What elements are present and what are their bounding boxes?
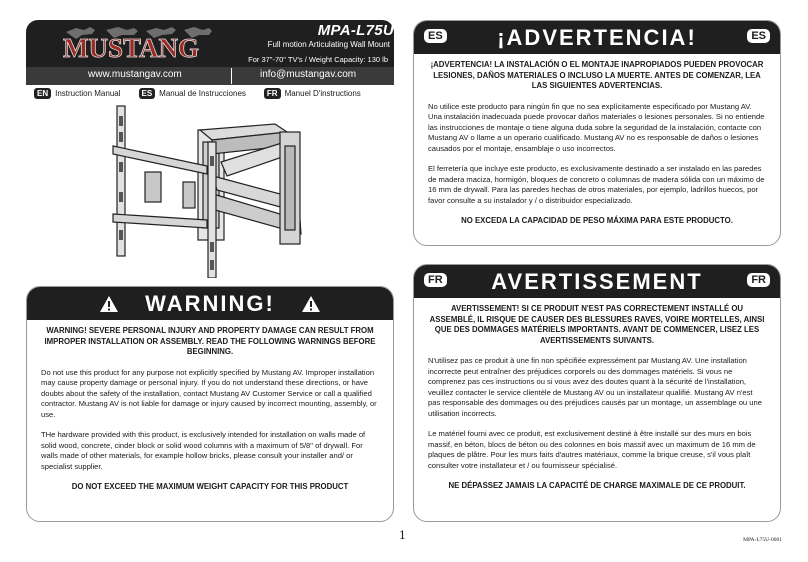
page-number: 1 xyxy=(399,529,406,542)
warning-panel-fr xyxy=(413,264,781,522)
warning-panel-es xyxy=(413,20,781,246)
language-item-fr xyxy=(264,88,361,99)
language-tag: FR xyxy=(747,273,770,287)
panel-body xyxy=(27,320,393,493)
warning-lead: ¡ADVERTENCIA! LA INSTALACIÓN O EL MONTAJE INAPROPIADOS PUEDEN PROVOCAR LESIONES, DAÑOS MATERIALES O INCLUSO LA MUERTE. ANTES DE COMENZAR, LEA LAS SIGUIENTES ADVERTENCIAS. xyxy=(430,60,764,91)
wall-mount-illustration xyxy=(95,102,335,278)
panel-title: ¡ADVERTENCIA! xyxy=(497,24,697,50)
model-number: MPA-L75U xyxy=(317,22,394,39)
logo-wordmark: MUSTANG xyxy=(62,33,200,63)
warning-paragraph: THe hardware provided with this product, is exclusively intended for installation on walls made of solid wood, concrete, cinder block or solid wood columns with a maximum of 5/8" of drywall. For walls made of other materials, for example hollow bricks, please consult your installer and/ or specialist supplier. xyxy=(41,430,366,471)
warning-triangle-icon xyxy=(99,293,119,319)
panel-header xyxy=(414,21,780,54)
document-code: MPA-L75U-0001 xyxy=(743,537,782,543)
email-link[interactable]: info@mustangav.com xyxy=(260,69,357,80)
warning-paragraph: El ferretería que incluye este producto, es exclusivamente destinado a ser instalado en las paredes de madera maciza, hormigón, bloques de concreto o columnas de madera sólida con un máximo de 16 mm de drywall. Para las paredes hechas de otros materiales, por ejemplo, ladrillos huecos, por favor consulte a su instalador y / o distribuidor especializado. xyxy=(428,164,765,205)
language-label: Manual de Instrucciones xyxy=(159,88,246,98)
language-code: ES xyxy=(139,88,156,99)
warning-footer: NE DÉPASSEZ JAMAIS LA CAPACITÉ DE CHARGE MAXIMALE DE CE PRODUIT. xyxy=(448,481,746,491)
warning-lead: AVERTISSEMENT! SI CE PRODUIT N'EST PAS CORRECTEMENT INSTALLÉ OU ASSEMBLÉ, IL RISQUE DE CAUSER DES BLESSURES RAVES, VOIRE MORTELLES, AINSI QUE DES DOMMAGES MATÉRIELS IMPORTANTS. AVANT DE COMMENCER, LISEZ LES AVERTISSEMENTS SUIVANTS. xyxy=(429,304,765,345)
warning-panel-en xyxy=(26,286,394,522)
warning-triangle-icon xyxy=(301,293,321,319)
language-label: Instruction Manual xyxy=(55,88,121,98)
language-item-es xyxy=(139,88,246,99)
panel-title: AVERTISSEMENT xyxy=(491,268,703,294)
website-link[interactable]: www.mustangav.com xyxy=(88,69,182,80)
product-subtitle: Full motion Articulating Wall Mount xyxy=(267,40,390,49)
panel-body xyxy=(414,54,780,227)
language-code: FR xyxy=(264,88,281,99)
language-code: EN xyxy=(34,88,51,99)
language-tag: ES xyxy=(747,29,770,43)
warning-footer: DO NOT EXCEED THE MAXIMUM WEIGHT CAPACITY FOR THIS PRODUCT xyxy=(71,482,349,492)
spec-line-wrap xyxy=(26,54,394,67)
warning-footer: NO EXCEDA LA CAPACIDAD DE PESO MÁXIMA PARA ESTE PRODUCTO. xyxy=(461,216,733,226)
panel-header xyxy=(27,287,393,320)
language-tag: FR xyxy=(424,273,447,287)
language-label: Manuel D'instructions xyxy=(284,88,361,98)
contact-bar xyxy=(26,67,394,85)
warning-paragraph: Le matériel fourni avec ce produit, est exclusivement destiné à être installé sur des murs en bois massif, en béton, blocs de béton ou des colonnes en bois massif avec un maximum de 16 mm de plaques de plâtre. Pour les murs faits d'autres matériaux, comme la brique creuse, s'il vous plaît consulter votre installateur et / ou fournisseur spécialisé. xyxy=(428,429,756,470)
warning-paragraph: N'utilisez pas ce produit à une fin non spécifiée expressément par Mustang AV. Une installation incorrecte peut entraîner des préjudices corporels ou des dommages matériels. Si vous ne comprenez pas ces instructions ou si vous avez des doutes quant à la sécurité de l'installation, veuillez contacter le service clientèle de Mustang AV ou un installateur qualifié. Mustang AV n'est pas responsable des dommages ou des préjudices causés par un montage, un assemblage ou une utilisation incorrects. xyxy=(428,356,762,418)
language-item-en xyxy=(34,88,121,99)
panel-header xyxy=(414,265,780,298)
panel-body xyxy=(414,298,780,492)
product-spec: For 37"-70" TV's / Weight Capacity: 130 lb xyxy=(248,55,388,64)
warning-paragraph: Do not use this product for any purpose not explicitly specified by Mustang AV. Improper installation may cause property damage or personal injury. If you do not understand these directions, or have doubts about the safety of the installation, contact Mustang AV Customer Service or call a qualified contractor. Mustang AV is not liable for damage or injury caused by incorrect mounting, assembly, or use. xyxy=(41,367,377,419)
panel-title: WARNING! xyxy=(145,290,275,316)
language-tag: ES xyxy=(424,29,447,43)
language-list xyxy=(34,86,379,100)
contact-divider xyxy=(231,68,232,84)
warning-lead: WARNING! SEVERE PERSONAL INJURY AND PROPERTY DAMAGE CAN RESULT FROM IMPROPER INSTALLATION OR ASSEMBLY. READ THE FOLLOWING WARNINGS BEFORE BEGINNING. xyxy=(44,326,376,357)
warning-paragraph: No utilice este producto para ningún fin que no sea explícitamente especificado por Mustang AV. Una instalación inadecuada puede provocar daños materiales o lesiones personales. Si no entiende las instrucciones de montaje o tiene alguna duda sobre la seguridad de la instalación, contacte con Mustang AV o llame a un operario cualificado. Mustang AV no es responsable de daños o lesiones causados por el montaje, ensamblaje o uso incorrectos. xyxy=(428,101,765,153)
